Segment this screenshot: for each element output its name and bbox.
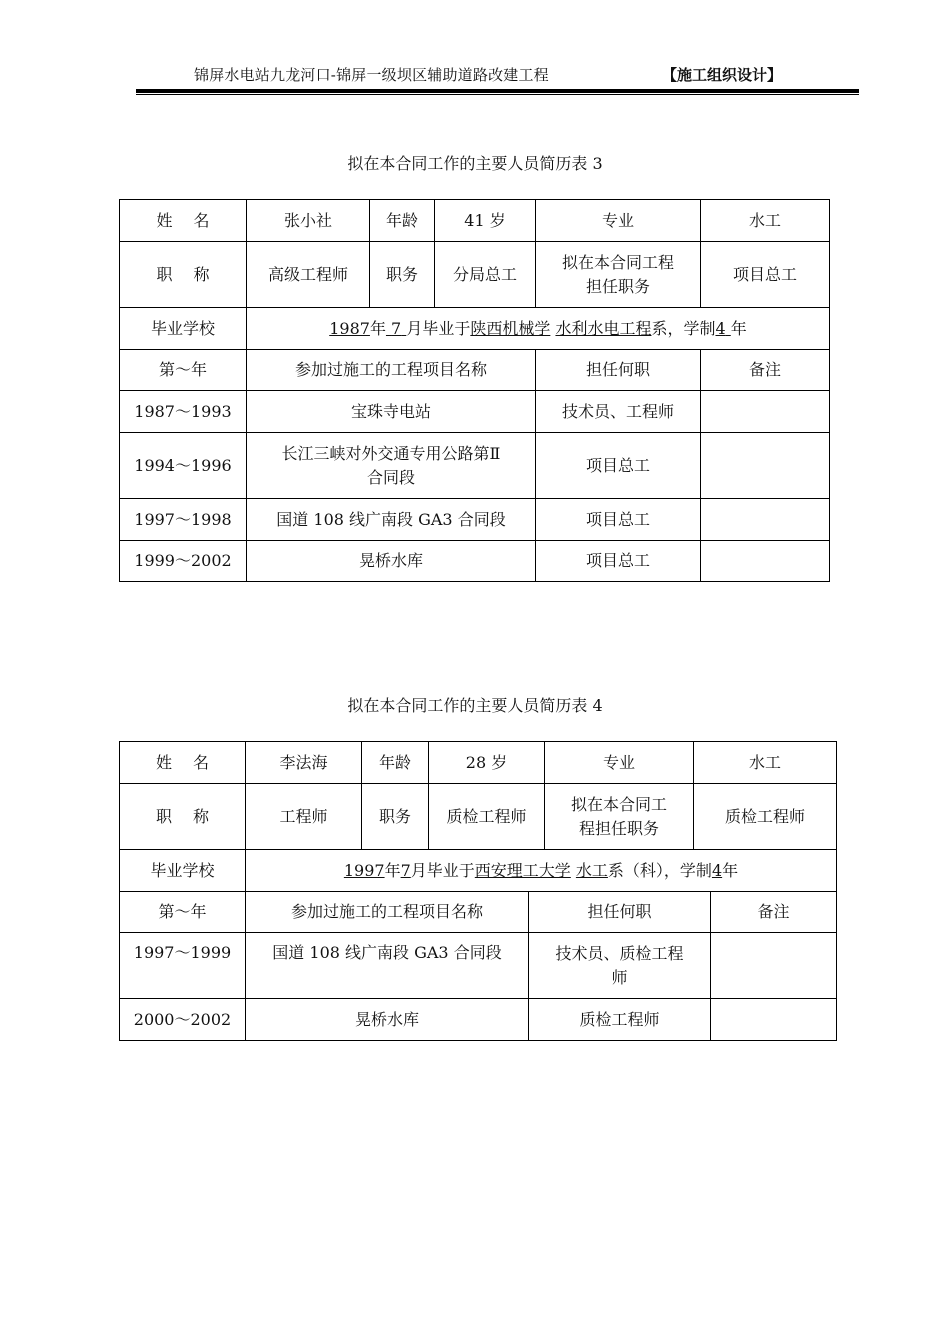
- table-row: [120, 433, 830, 499]
- table3-school-text: 系，学制: [651, 318, 716, 338]
- table4-title-row: [120, 784, 837, 850]
- table-row: [120, 391, 830, 433]
- table4-major-label: 专业: [545, 742, 694, 784]
- table4-major-value: 水工: [694, 742, 837, 784]
- table3-title-value: 高级工程师: [247, 242, 370, 308]
- table3-school-length-value: 4: [715, 318, 726, 338]
- header-project-title: 锦屏水电站九龙河口-锦屏一级坝区辅助道路改建工程: [194, 66, 549, 84]
- position-cell: 质检工程师: [529, 999, 711, 1041]
- table-row: [120, 933, 837, 999]
- project-cell: [247, 433, 536, 499]
- header-rule-thin: [136, 94, 859, 95]
- project-cell: 宝珠寺电站: [247, 391, 536, 433]
- table4-school-month: 7: [400, 860, 411, 880]
- table3-role-value: 项目总工: [701, 242, 830, 308]
- table3-title-row: [120, 242, 830, 308]
- header-rule-thick: [136, 89, 859, 93]
- table4-age-value: 28 岁: [429, 742, 545, 784]
- project-cell-line1: 长江三峡对外交通专用公路第Ⅱ: [281, 443, 501, 463]
- table3-major-value: 水工: [701, 200, 830, 242]
- table3-major-label: 专业: [536, 200, 701, 242]
- table4-school-value: [246, 850, 837, 892]
- table3-school-month-value: 7: [391, 318, 402, 338]
- resume-table-4: [119, 741, 837, 892]
- table3-col-period: 第～年: [120, 350, 247, 391]
- table4-school-row: [120, 850, 837, 892]
- position-cell: 项目总工: [536, 499, 701, 541]
- table3-school-text: 月毕业于: [406, 318, 471, 338]
- table3-title-label: 职 称: [120, 242, 247, 308]
- table4-school-year: 1997: [343, 860, 385, 880]
- table3-role-label-line2: 担任职务: [585, 276, 650, 296]
- table3-school-text: 年: [730, 318, 747, 338]
- remark-cell: [701, 541, 830, 582]
- period-cell: 1999～2002: [120, 541, 247, 582]
- table4-school-label: 毕业学校: [120, 850, 246, 892]
- table4-school-text: 月毕业于: [410, 860, 475, 880]
- table3-school-text: 年: [369, 318, 386, 338]
- table4-col-position: 担任何职: [529, 892, 711, 933]
- table3-school-value: [247, 308, 830, 350]
- table4-role-label-line2: 程担任职务: [578, 818, 659, 838]
- table3-post-label: 职务: [370, 242, 435, 308]
- table4-school-department: 水工: [575, 860, 608, 880]
- table4-title-value: 工程师: [246, 784, 362, 850]
- table4-col-period: 第～年: [120, 892, 246, 933]
- period-cell: 2000～2002: [120, 999, 246, 1041]
- table4-school-text: 系（科），学制: [607, 860, 712, 880]
- table4-name-label: 姓 名: [120, 742, 246, 784]
- table4-col-project: 参加过施工的工程项目名称: [246, 892, 529, 933]
- table3-name-value: 张小社: [247, 200, 370, 242]
- header-doc-tag: 【施工组织设计】: [662, 66, 783, 84]
- table4-post-label: 职务: [362, 784, 429, 850]
- table3-school-row: [120, 308, 830, 350]
- table3-name-label: 姓 名: [120, 200, 247, 242]
- position-cell: 技术员、工程师: [536, 391, 701, 433]
- position-cell: [529, 933, 711, 999]
- table4-age-label: 年龄: [362, 742, 429, 784]
- remark-cell: [701, 433, 830, 499]
- position-cell-line2: 师: [611, 967, 628, 987]
- table4-school-text: 年: [722, 860, 739, 880]
- table4-role-label-line1: 拟在本合同工: [570, 794, 667, 814]
- period-cell: 1987～1993: [120, 391, 247, 433]
- period-cell: 1997～1999: [120, 933, 246, 999]
- project-cell: 晃桥水库: [246, 999, 529, 1041]
- table3-role-label-line1: 拟在本合同工程: [561, 252, 674, 272]
- table-row: [120, 541, 830, 582]
- period-cell: 1994～1996: [120, 433, 247, 499]
- table3-history-header: [120, 350, 830, 391]
- table3-col-position: 担任何职: [536, 350, 701, 391]
- position-cell: 项目总工: [536, 541, 701, 582]
- table3-caption: 拟在本合同工作的主要人员简历表 3: [347, 154, 603, 173]
- table4-role-value: 质检工程师: [694, 784, 837, 850]
- table3-col-remark: 备注: [701, 350, 830, 391]
- table-row: [120, 499, 830, 541]
- table3-basic-row: [120, 200, 830, 242]
- table3-role-label: [536, 242, 701, 308]
- table4-school-length: 4: [711, 860, 723, 880]
- table4-role-label: [545, 784, 694, 850]
- table4-caption: 拟在本合同工作的主要人员简历表 4: [347, 696, 603, 715]
- table3-col-project: 参加过施工的工程项目名称: [247, 350, 536, 391]
- table4-name-value: 李法海: [246, 742, 362, 784]
- table4-post-value: 质检工程师: [429, 784, 545, 850]
- table4-history-header: [120, 892, 837, 933]
- table4-title-label: 职 称: [120, 784, 246, 850]
- project-cell: 国道 108 线广南段 GA3 合同段: [247, 499, 536, 541]
- project-cell: 晃桥水库: [247, 541, 536, 582]
- table3-age-label: 年龄: [370, 200, 435, 242]
- table3-age-value: 41 岁: [435, 200, 536, 242]
- project-cell-line2: 合同段: [366, 467, 415, 487]
- table4-school-text: 年: [384, 860, 401, 880]
- table3-school-length: [715, 319, 730, 338]
- remark-cell: [701, 391, 830, 433]
- position-cell: 项目总工: [536, 433, 701, 499]
- table4-col-remark: 备注: [711, 892, 837, 933]
- table4-basic-row: [120, 742, 837, 784]
- table3-school-university: 陕西机械学: [470, 318, 551, 338]
- table3-post-value: 分局总工: [435, 242, 536, 308]
- resume-table-4-history: [119, 891, 837, 1041]
- table-row: [120, 999, 837, 1041]
- table3-school-month: [386, 319, 406, 338]
- table3-school-label: 毕业学校: [120, 308, 247, 350]
- resume-table-3: [119, 199, 830, 582]
- remark-cell: [711, 999, 837, 1041]
- position-cell-line1: 技术员、质检工程: [555, 943, 684, 963]
- table3-school-department: 水利水电工程: [555, 318, 652, 338]
- period-cell: 1997～1998: [120, 499, 247, 541]
- remark-cell: [711, 933, 837, 999]
- remark-cell: [701, 499, 830, 541]
- table3-school-year: 1987: [329, 318, 370, 338]
- table4-school-university: 西安理工大学: [474, 860, 571, 880]
- project-cell: 国道 108 线广南段 GA3 合同段: [246, 933, 529, 999]
